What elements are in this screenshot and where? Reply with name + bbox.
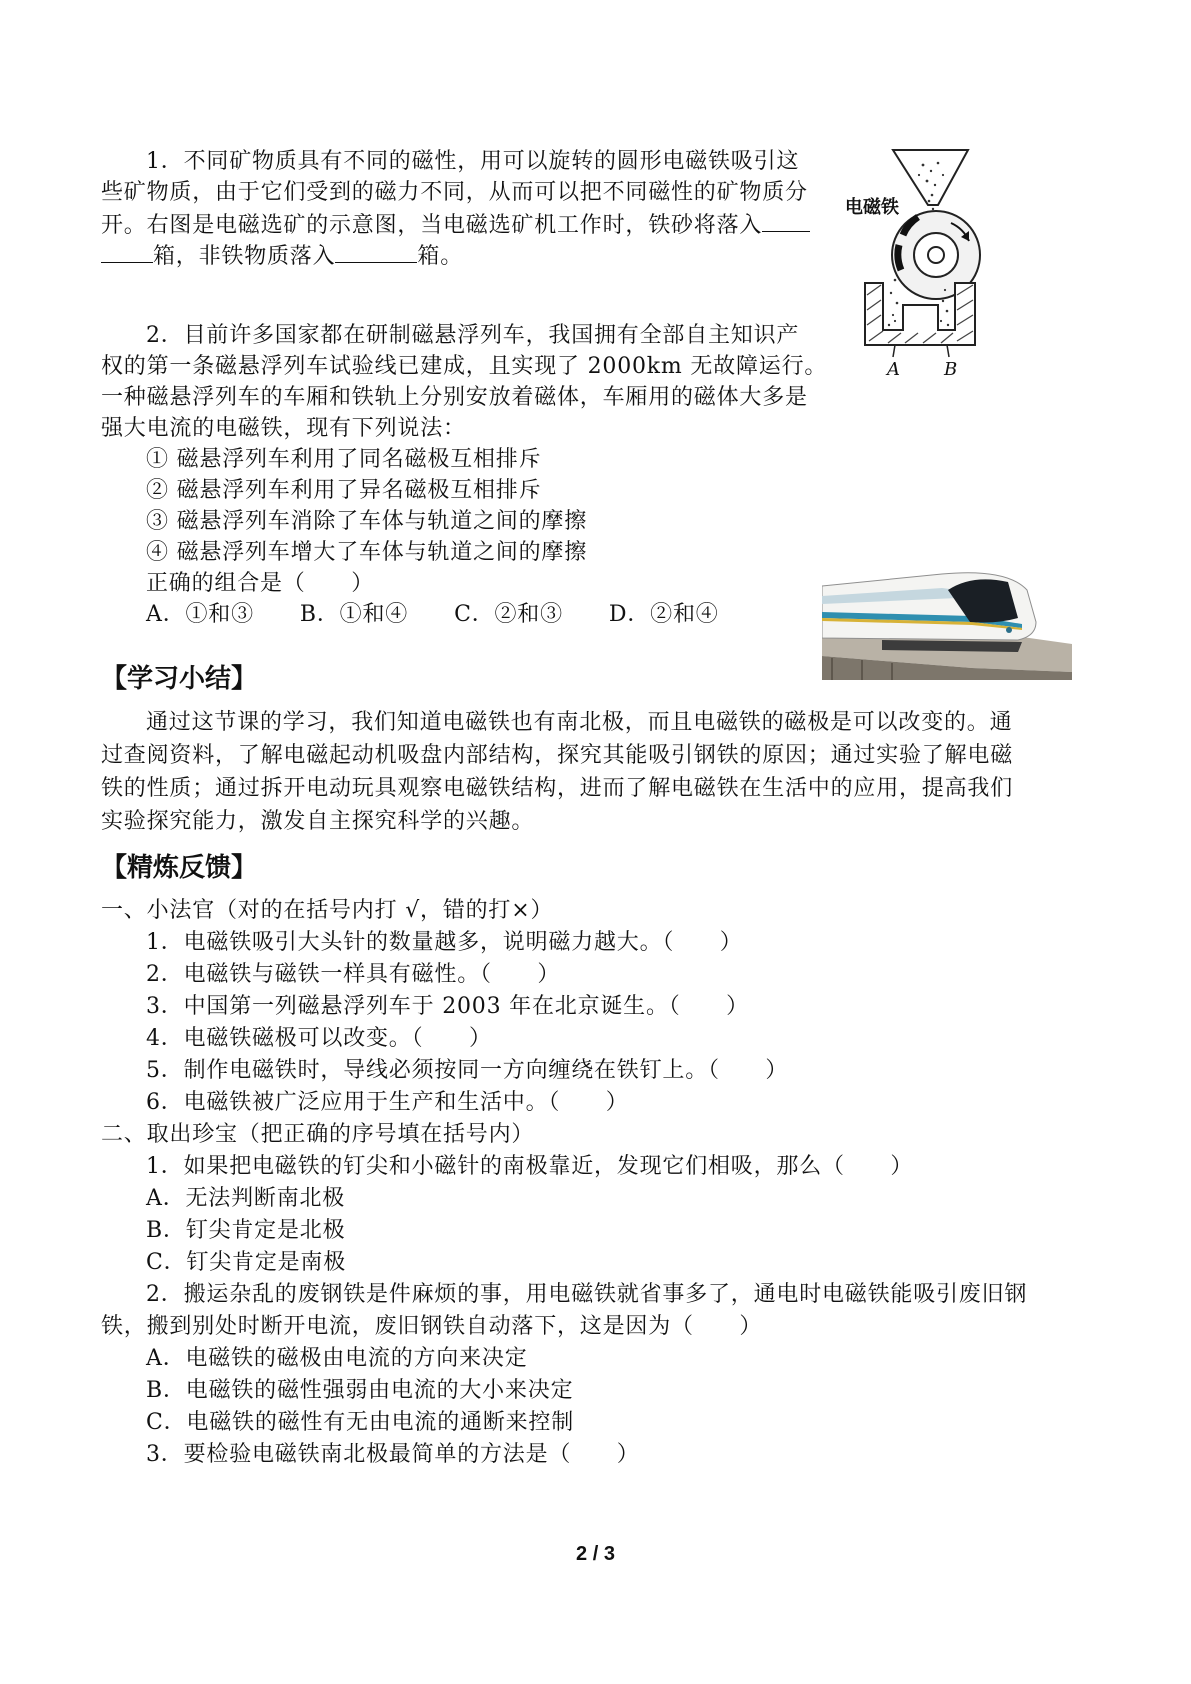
- judge-item-2: 2．电磁铁与磁铁一样具有磁性。（ ）: [146, 962, 561, 987]
- answer-blank-2[interactable]: [335, 240, 417, 263]
- choice-q2-option-b[interactable]: B．电磁铁的磁性强弱由电流的大小来决定: [146, 1378, 574, 1403]
- q2-line-1: 2．目前许多国家都在研制磁悬浮列车，我国拥有全部自主知识产: [146, 323, 800, 348]
- part2-title: 二、取出珍宝（把正确的序号填在括号内）: [101, 1122, 535, 1147]
- q2-option-d[interactable]: D．②和④: [608, 602, 719, 627]
- judge-item-4: 4．电磁铁磁极可以改变。（ ）: [146, 1026, 492, 1051]
- choice-q3: 3．要检验电磁铁南北极最简单的方法是（ ）: [146, 1442, 640, 1467]
- bin-b-label: B: [944, 359, 958, 380]
- choice-q1-option-b[interactable]: B．钉尖肯定是北极: [146, 1218, 346, 1243]
- choice-q2-option-a[interactable]: A．电磁铁的磁极由电流的方向来决定: [146, 1346, 528, 1371]
- figure-label-electromagnet: 电磁铁: [845, 197, 899, 218]
- q2-options: [146, 600, 765, 630]
- bin-a-label: A: [887, 359, 900, 380]
- q2-option-c[interactable]: C．②和③: [454, 602, 563, 627]
- q1-line-2: 些矿物质，由于它们受到的磁力不同，从而可以把不同磁性的矿物质分: [101, 180, 808, 205]
- q1-line-3: [101, 209, 810, 241]
- q1-line-4: [101, 240, 463, 272]
- judge-item-6: 6．电磁铁被广泛应用于生产和生活中。（ ）: [146, 1090, 629, 1115]
- magnetic-separator-figure: [843, 145, 1003, 400]
- judge-item-3: 3．中国第一列磁悬浮列车于 2003 年在北京诞生。（ ）: [146, 994, 749, 1019]
- page-number: 2 / 3: [576, 1543, 615, 1565]
- q1-line-4-text-a: 箱，非铁物质落入: [153, 244, 336, 269]
- q2-statement-3: ③ 磁悬浮列车消除了车体与轨道之间的摩擦: [146, 509, 587, 534]
- choice-q1-option-a[interactable]: A．无法判断南北极: [146, 1186, 346, 1211]
- choice-q2-option-c[interactable]: C．电磁铁的磁性有无由电流的通断来控制: [146, 1410, 575, 1435]
- part1-title: 一、小法官（对的在括号内打 √，错的打×）: [101, 898, 554, 923]
- summary-line-3: 铁的性质；通过拆开电动玩具观察电磁铁结构，进而了解电磁铁在生活中的应用，提高我们: [101, 776, 1014, 801]
- answer-blank-1a[interactable]: [762, 209, 810, 232]
- q2-line-2: 权的第一条磁悬浮列车试验线已建成，且实现了 2000km 无故障运行。: [101, 354, 828, 379]
- summary-line-4: 实验探究能力，激发自主探究科学的兴趣。: [101, 809, 535, 834]
- summary-heading: 【学习小结】: [101, 664, 258, 694]
- choice-q2-line-2: 铁，搬到别处时断开电流，废旧钢铁自动落下，这是因为（ ）: [101, 1314, 763, 1339]
- choice-q1: 1．如果把电磁铁的钉尖和小磁针的南极靠近，发现它们相吸，那么（ ）: [146, 1154, 914, 1179]
- q2-prompt: 正确的组合是（ ）: [146, 571, 375, 596]
- judge-item-5: 5．制作电磁铁时，导线必须按同一方向缠绕在铁钉上。（ ）: [146, 1058, 789, 1083]
- summary-line-1: 通过这节课的学习，我们知道电磁铁也有南北极，而且电磁铁的磁极是可以改变的。通: [146, 710, 1013, 735]
- answer-blank-1b[interactable]: [101, 240, 153, 263]
- q1-line-1: 1．不同矿物质具有不同的磁性，用可以旋转的圆形电磁铁吸引这: [146, 149, 800, 174]
- q2-statement-1: ① 磁悬浮列车利用了同名磁极互相排斥: [146, 447, 542, 472]
- q2-statement-4: ④ 磁悬浮列车增大了车体与轨道之间的摩擦: [146, 540, 587, 565]
- maglev-train-image: [822, 560, 1072, 680]
- choice-q2-line-1: 2．搬运杂乱的废钢铁是件麻烦的事，用电磁铁就省事多了，通电时电磁铁能吸引废旧钢: [146, 1282, 1028, 1307]
- q2-option-b[interactable]: B．①和④: [299, 602, 409, 627]
- summary-line-2: 过查阅资料，了解电磁起动机吸盘内部结构，探究其能吸引钢铁的原因；通过实验了解电磁: [101, 743, 1014, 768]
- q2-line-3: 一种磁悬浮列车的车厢和铁轨上分别安放着磁体，车厢用的磁体大多是: [101, 385, 808, 410]
- q2-line-4: 强大电流的电磁铁，现有下列说法：: [101, 416, 466, 441]
- judge-item-1: 1．电磁铁吸引大头针的数量越多，说明磁力越大。（ ）: [146, 930, 743, 955]
- q1-line-3-text: 开。右图是电磁选矿的示意图，当电磁选矿机工作时，铁砂将落入: [101, 213, 763, 238]
- q2-statement-2: ② 磁悬浮列车利用了异名磁极互相排斥: [146, 478, 542, 503]
- q1-line-4-text-b: 箱。: [417, 244, 464, 269]
- choice-q1-option-c[interactable]: C．钉尖肯定是南极: [146, 1250, 347, 1275]
- feedback-heading: 【精炼反馈】: [101, 853, 258, 883]
- q2-option-a[interactable]: A．①和③: [146, 602, 254, 627]
